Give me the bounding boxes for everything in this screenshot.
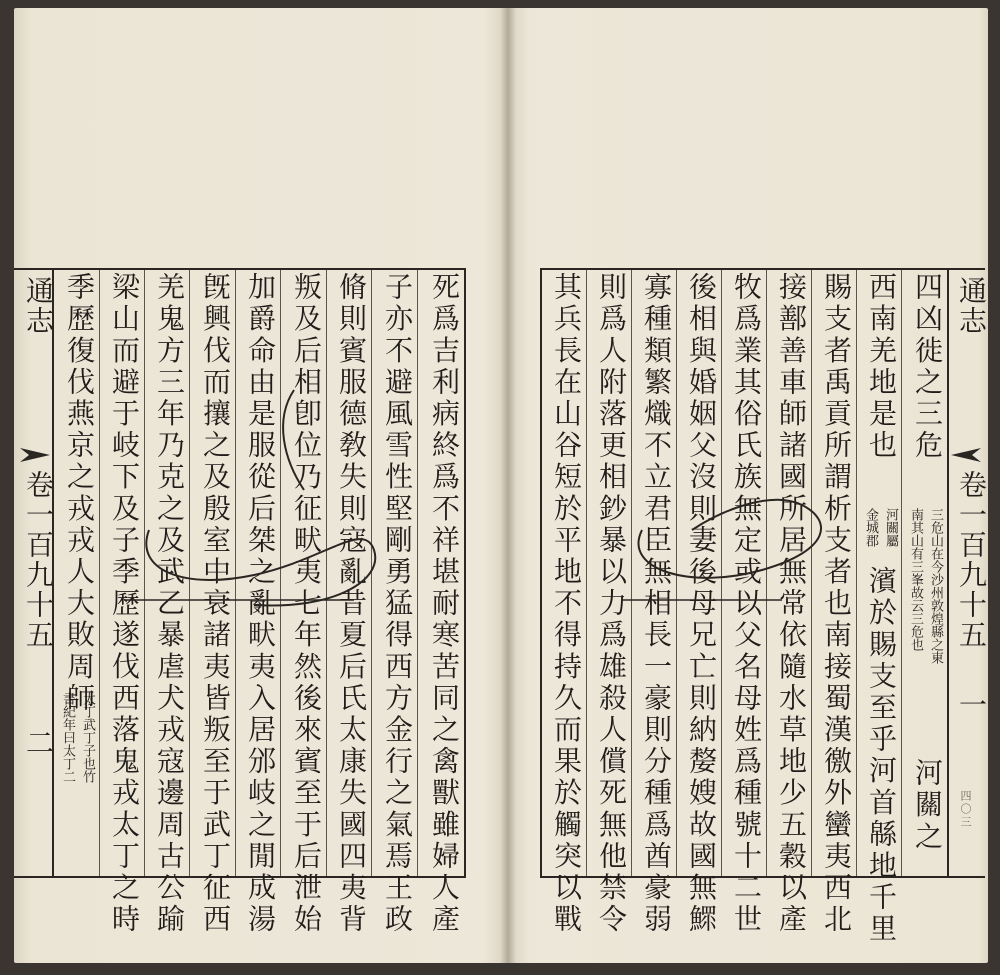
interlinear-note: 河關屬 [883, 508, 898, 547]
text-column [236, 270, 281, 936]
pagination-seal: 四〇三 [959, 790, 972, 829]
text-column [372, 270, 418, 936]
column-text: 旣興伐而攘之及殷室中衰諸夷皆叛至于武丁征西 [199, 272, 232, 936]
interlinear-note: 三危山在今沙州敦煌縣之東 [928, 508, 943, 664]
text-column [722, 270, 767, 936]
text-column [100, 270, 145, 936]
left-text-frame [52, 268, 466, 936]
right-margin-strip [945, 268, 988, 878]
interlinear-note: 金城郡 [863, 508, 878, 547]
column-text: 河關之 [911, 758, 944, 853]
margin-book-title: 通志 [22, 276, 55, 336]
text-column [418, 270, 464, 936]
text-column [632, 270, 677, 936]
column-text: 季歷復伐燕京之戎戎人大敗周師 [63, 272, 96, 715]
column-text: 死爲吉利病終爲不祥堪耐寒苦同之禽獸雖婦人產 [428, 272, 461, 936]
text-column [857, 270, 902, 946]
text-column [281, 270, 327, 936]
text-column [812, 270, 857, 936]
interlinear-note: 書紀年曰太丁二 [60, 692, 75, 783]
column-text: 加爵命由是服從后桀之亂畎夷入居邠岐之閒成湯 [244, 272, 277, 936]
text-column [767, 270, 812, 936]
column-text: 子亦不避風雪性堅剛勇猛得西方金行之氣焉王政 [381, 272, 414, 936]
column-text: 叛及后相卽位乃征畎夷七年然後來賓至于后泄始 [290, 272, 323, 936]
fish-tail-mark [20, 448, 50, 462]
text-column [587, 270, 632, 936]
margin-page-number: 二 [22, 728, 55, 758]
column-text: 羌鬼方三年乃克之及武乙暴虐犬戎寇邊周古公踰 [153, 272, 186, 936]
text-column [327, 270, 372, 936]
book-gutter [500, 8, 516, 963]
margin-volume: 卷一百九十五 [955, 470, 988, 650]
interlinear-note: 南其山有三峯故云三危也 [908, 508, 923, 651]
margin-book-title: 通志 [955, 276, 988, 336]
interlinear-note: 太丁武丁子也竹 [80, 692, 95, 783]
column-text: 脩則賓服德敎失則寇亂昔夏后氏太康失國四夷背 [335, 272, 368, 936]
column-text: 後相與婚姻父沒則妻後母兄亡則納嫠嫂故國無鰥 [685, 272, 718, 936]
margin-page-number: 一 [955, 690, 988, 720]
column-text: 牧爲業其俗氏族無定或以父名母姓爲種號十二世 [730, 272, 763, 936]
fish-tail-mark [951, 448, 981, 462]
text-column [902, 270, 947, 876]
text-column [542, 270, 587, 936]
column-text: 接鄯善車師諸國所居無常依隨水草地少五穀以產 [775, 272, 808, 936]
column-text: 濱於賜支至乎河首緜地千里 [865, 566, 898, 946]
column-text: 其兵長在山谷短於平地不得持久而果於觸突以戰 [550, 272, 583, 936]
text-column [190, 270, 236, 936]
column-text: 賜支者禹貢所謂析支者也南接蜀漢徼外蠻夷西北 [820, 272, 853, 936]
right-text-frame [540, 268, 949, 946]
left-margin-strip [14, 268, 54, 878]
text-column [54, 270, 100, 876]
column-text: 梁山而避于岐下及子季歷遂伐西落鬼戎太丁之時 [108, 272, 141, 936]
margin-volume: 卷一百九十五 [22, 470, 55, 650]
column-text: 四凶徙之三危 [911, 272, 944, 462]
column-text: 則爲人附落更相鈔暴以力爲雄殺人償死無他禁令 [595, 272, 628, 936]
text-column [145, 270, 190, 936]
text-column [677, 270, 722, 936]
column-text: 西南羌地是也 [865, 272, 898, 462]
column-text: 寡種類繁熾不立君臣無相長一豪則分種爲酋豪弱 [640, 272, 673, 936]
